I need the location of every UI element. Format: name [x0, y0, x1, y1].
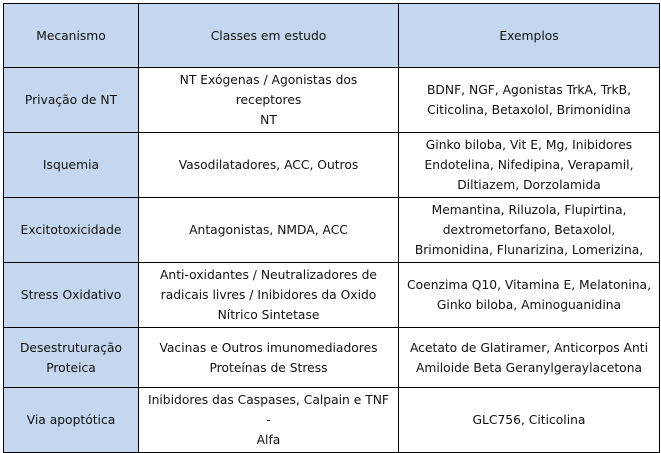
classes-cell: [139, 328, 399, 388]
table-row: [4, 388, 660, 453]
classes-cell: [139, 388, 399, 453]
cell-line: Endotelina, Nifedipina, Verapamil,: [424, 158, 634, 172]
cell-line: Acetato de Glatiramer, Anticorpos Anti: [409, 340, 648, 355]
table-row: [4, 263, 660, 328]
cell-line: Coenzima Q10, Vitamina E, Melatonina,: [407, 278, 651, 292]
table-row: [4, 198, 660, 263]
classes-cell: [139, 133, 399, 198]
cell-line: Proteínas de Stress: [209, 360, 328, 375]
cell-line: Isquemia: [42, 158, 100, 172]
cell-line: Ginko biloba, Aminoguanidina: [436, 298, 622, 312]
examples-cell: [399, 263, 660, 328]
cell-line: Vasodilatadores, ACC, Outros: [178, 158, 359, 172]
cell-line: Citicolina, Betaxolol, Brimonidina: [427, 103, 631, 117]
cell-line: radicais livres / Inibidores da Oxido: [160, 288, 377, 302]
mechanism-cell: [4, 133, 139, 198]
cell-line: dextrometorfano, Betaxolol,: [442, 223, 616, 237]
mechanism-cell: [4, 388, 139, 453]
cell-line: Memantina, Riluzola, Flupirtina,: [431, 203, 627, 217]
cell-line: NT: [260, 113, 277, 127]
cell-line: Proteica: [46, 360, 96, 375]
table-row: [4, 328, 660, 388]
examples-cell: [399, 328, 660, 388]
cell-line: Inibidores das Caspases, Calpain e TNF -: [147, 393, 390, 427]
cell-line: Brimonidina, Flunarizina, Lomerizina,: [414, 243, 644, 257]
mechanism-cell: [4, 68, 139, 133]
examples-cell: [399, 68, 660, 133]
cell-line: Vacinas e Outros imunomediadores: [159, 340, 378, 355]
cell-line: NT Exógenas / Agonistas dos receptores: [179, 73, 358, 107]
cell-line: Privação de NT: [24, 93, 118, 107]
cell-line: Amiloide Beta Geranylgeraylacetona: [415, 360, 643, 375]
mechanism-cell: [4, 328, 139, 388]
cell-line: Excitotoxicidade: [20, 223, 122, 237]
cell-line: Diltiazem, Dorzolamida: [457, 178, 601, 192]
classes-cell: [139, 198, 399, 263]
header-mecanismo: Mecanismo: [4, 4, 139, 68]
cell-line: BDNF, NGF, Agonistas TrkA, TrkB,: [427, 83, 631, 97]
cell-line: Alfa: [256, 433, 281, 447]
cell-line: Ginko biloba, Vit E, Mg, Inibidores: [425, 138, 633, 152]
cell-line: Anti-oxidantes / Neutralizadores de: [160, 268, 377, 282]
table-row: [4, 133, 660, 198]
examples-cell: [399, 133, 660, 198]
cell-line: Stress Oxidativo: [20, 288, 122, 302]
classes-cell: [139, 68, 399, 133]
cell-line: Nítrico Sintetase: [217, 308, 320, 322]
classes-cell: [139, 263, 399, 328]
cell-line: Desestruturação: [19, 340, 123, 355]
examples-cell: [399, 388, 660, 453]
header-exemplos: Exemplos: [399, 4, 660, 68]
table-row: [4, 68, 660, 133]
cell-line: GLC756, Citicolina: [472, 413, 586, 427]
header-classes: Classes em estudo: [139, 4, 399, 68]
header-row: [4, 4, 660, 68]
mechanism-cell: [4, 198, 139, 263]
cell-line: Via apoptótica: [26, 413, 116, 427]
mechanisms-table: [3, 3, 660, 453]
examples-cell: [399, 198, 660, 263]
mechanism-cell: [4, 263, 139, 328]
cell-line: Antagonistas, NMDA, ACC: [189, 223, 348, 237]
